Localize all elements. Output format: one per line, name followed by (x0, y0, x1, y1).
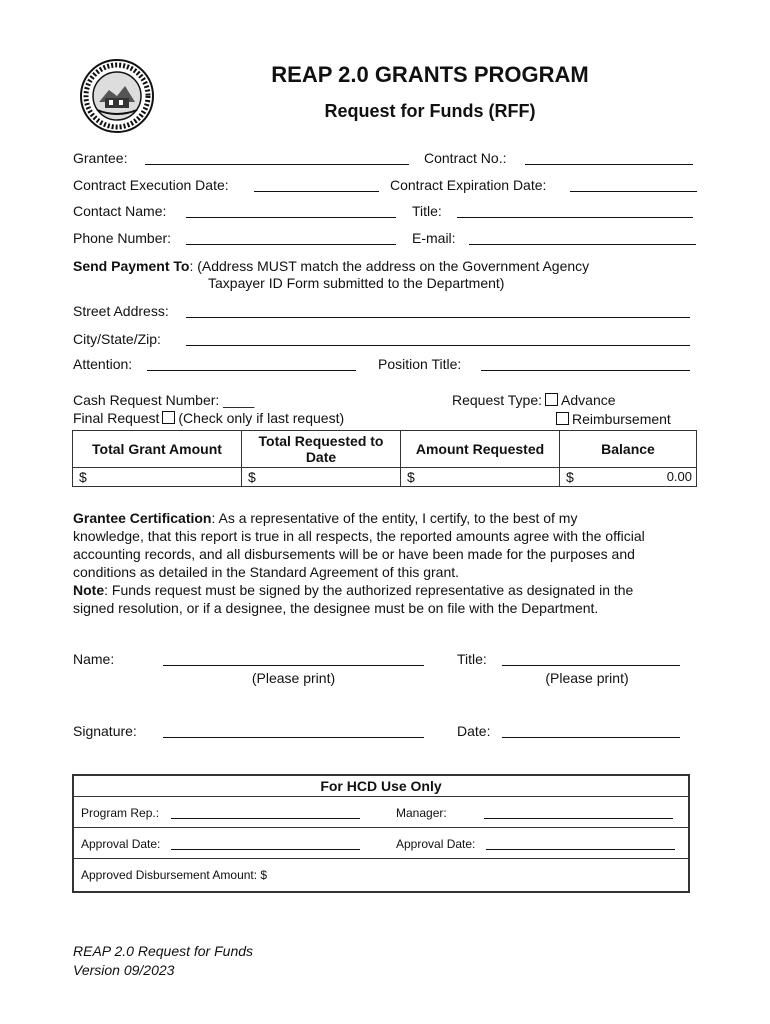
approved-amount-label: Approved Disbursement Amount: $ (81, 868, 268, 882)
email-field[interactable] (469, 244, 696, 245)
request-type-row (452, 392, 616, 408)
signature-field[interactable] (163, 737, 424, 738)
cash-request-label: Cash Request Number: ____ (73, 392, 255, 408)
reimbursement-label: Reimbursement (572, 411, 671, 427)
hcd-row-program (74, 797, 688, 828)
note-label: Note (73, 582, 105, 598)
header-amount-requested: Amount Requested (401, 431, 560, 468)
note-line: : Funds request must be signed by the authorized representative as designated in the (104, 582, 634, 598)
cert-line: knowledge, that this report is true in all respects, the reported amounts agree with the official (73, 528, 645, 544)
hcd-row-approval (74, 828, 688, 859)
currency-sign: $ (79, 469, 87, 485)
send-payment-line1: : (Address MUST match the address on the Government Agency (189, 258, 590, 274)
title-field[interactable] (457, 217, 693, 218)
cert-line: accounting records, and all disbursements will be or have been made for the purposes and (73, 546, 635, 562)
approval-date-label: Approval Date: (81, 837, 161, 851)
exec-date-label: Contract Execution Date: (73, 177, 229, 193)
street-field[interactable] (186, 317, 690, 318)
final-request-row (73, 410, 344, 426)
amount-requested-cell[interactable] (401, 468, 560, 487)
currency-sign: $ (248, 469, 256, 485)
funds-table (72, 430, 697, 487)
note-line: signed resolution, or if a designee, the designee must be on file with the Department. (73, 600, 599, 616)
final-request-label: Final Request (73, 410, 160, 426)
please-print-name: (Please print) (251, 670, 336, 686)
certification-text (73, 509, 703, 617)
certification-label: Grantee Certification (73, 510, 212, 526)
sig-title-field[interactable] (502, 665, 680, 666)
attention-label: Attention: (73, 356, 133, 372)
manager-field[interactable] (484, 818, 673, 819)
hcd-use-only-box (72, 774, 690, 893)
contact-name-field[interactable] (186, 217, 396, 218)
date-field[interactable] (502, 737, 680, 738)
form-subtitle: Request for Funds (RFF) (324, 101, 536, 121)
header-balance: Balance (560, 431, 697, 468)
footer-form-name: REAP 2.0 Request for Funds (73, 943, 254, 959)
final-request-checkbox[interactable] (162, 411, 175, 424)
total-requested-cell[interactable] (242, 468, 401, 487)
hcd-seal-logo (79, 58, 155, 134)
city-field[interactable] (186, 345, 690, 346)
exp-date-field[interactable] (570, 191, 697, 192)
contract-no-field[interactable] (525, 164, 693, 165)
name-label: Name: (73, 651, 115, 667)
send-payment-label: Send Payment To (73, 258, 190, 274)
cert-line: conditions as detailed in the Standard Agreement of this grant. (73, 564, 460, 580)
grantee-label: Grantee: (73, 150, 128, 166)
balance-value: 0.00 (666, 469, 692, 484)
program-rep-label: Program Rep.: (81, 806, 160, 820)
reimbursement-row (553, 411, 671, 427)
footer-version: Version 09/2023 (73, 962, 175, 978)
exp-date-label: Contract Expiration Date: (390, 177, 547, 193)
total-grant-cell[interactable] (73, 468, 242, 487)
position-label: Position Title: (378, 356, 462, 372)
sig-title-label: Title: (457, 651, 487, 667)
name-field[interactable] (163, 665, 424, 666)
title-label: Title: (412, 203, 442, 219)
contact-name-label: Contact Name: (73, 203, 167, 219)
signature-label: Signature: (73, 723, 137, 739)
reimbursement-checkbox[interactable] (556, 412, 569, 425)
final-request-note: (Check only if last request) (178, 410, 345, 426)
phone-label: Phone Number: (73, 230, 172, 246)
hcd-heading: For HCD Use Only (74, 776, 688, 797)
please-print-title: (Please print) (545, 670, 629, 686)
request-type-label: Request Type: (452, 392, 543, 408)
email-label: E-mail: (412, 230, 456, 246)
approval-date-label-2: Approval Date: (396, 837, 476, 851)
form-title: REAP 2.0 GRANTS PROGRAM (271, 62, 589, 87)
city-label: City/State/Zip: (73, 331, 161, 347)
balance-cell[interactable] (560, 468, 697, 487)
cert-line: : As a representative of the entity, I certify, to the best of my (211, 510, 578, 526)
approval-date-field-2[interactable] (486, 849, 675, 850)
attention-field[interactable] (147, 370, 356, 371)
currency-sign: $ (566, 469, 574, 485)
table-row (73, 468, 697, 487)
exec-date-field[interactable] (254, 191, 379, 192)
program-rep-field[interactable] (171, 818, 360, 819)
street-label: Street Address: (73, 303, 169, 319)
send-payment-text (73, 258, 693, 274)
send-payment-line2: Taxpayer ID Form submitted to the Department) (208, 275, 505, 291)
grantee-field[interactable] (145, 164, 409, 165)
hcd-row-amount (74, 859, 688, 889)
advance-label: Advance (561, 392, 616, 408)
advance-checkbox[interactable] (545, 393, 558, 406)
header-total-requested: Total Requested to Date (242, 431, 401, 468)
manager-label: Manager: (396, 806, 447, 820)
position-field[interactable] (481, 370, 690, 371)
header-total-grant: Total Grant Amount (73, 431, 242, 468)
phone-field[interactable] (186, 244, 396, 245)
contract-no-label: Contract No.: (424, 150, 507, 166)
currency-sign: $ (407, 469, 415, 485)
date-label: Date: (457, 723, 491, 739)
approval-date-field[interactable] (171, 849, 360, 850)
